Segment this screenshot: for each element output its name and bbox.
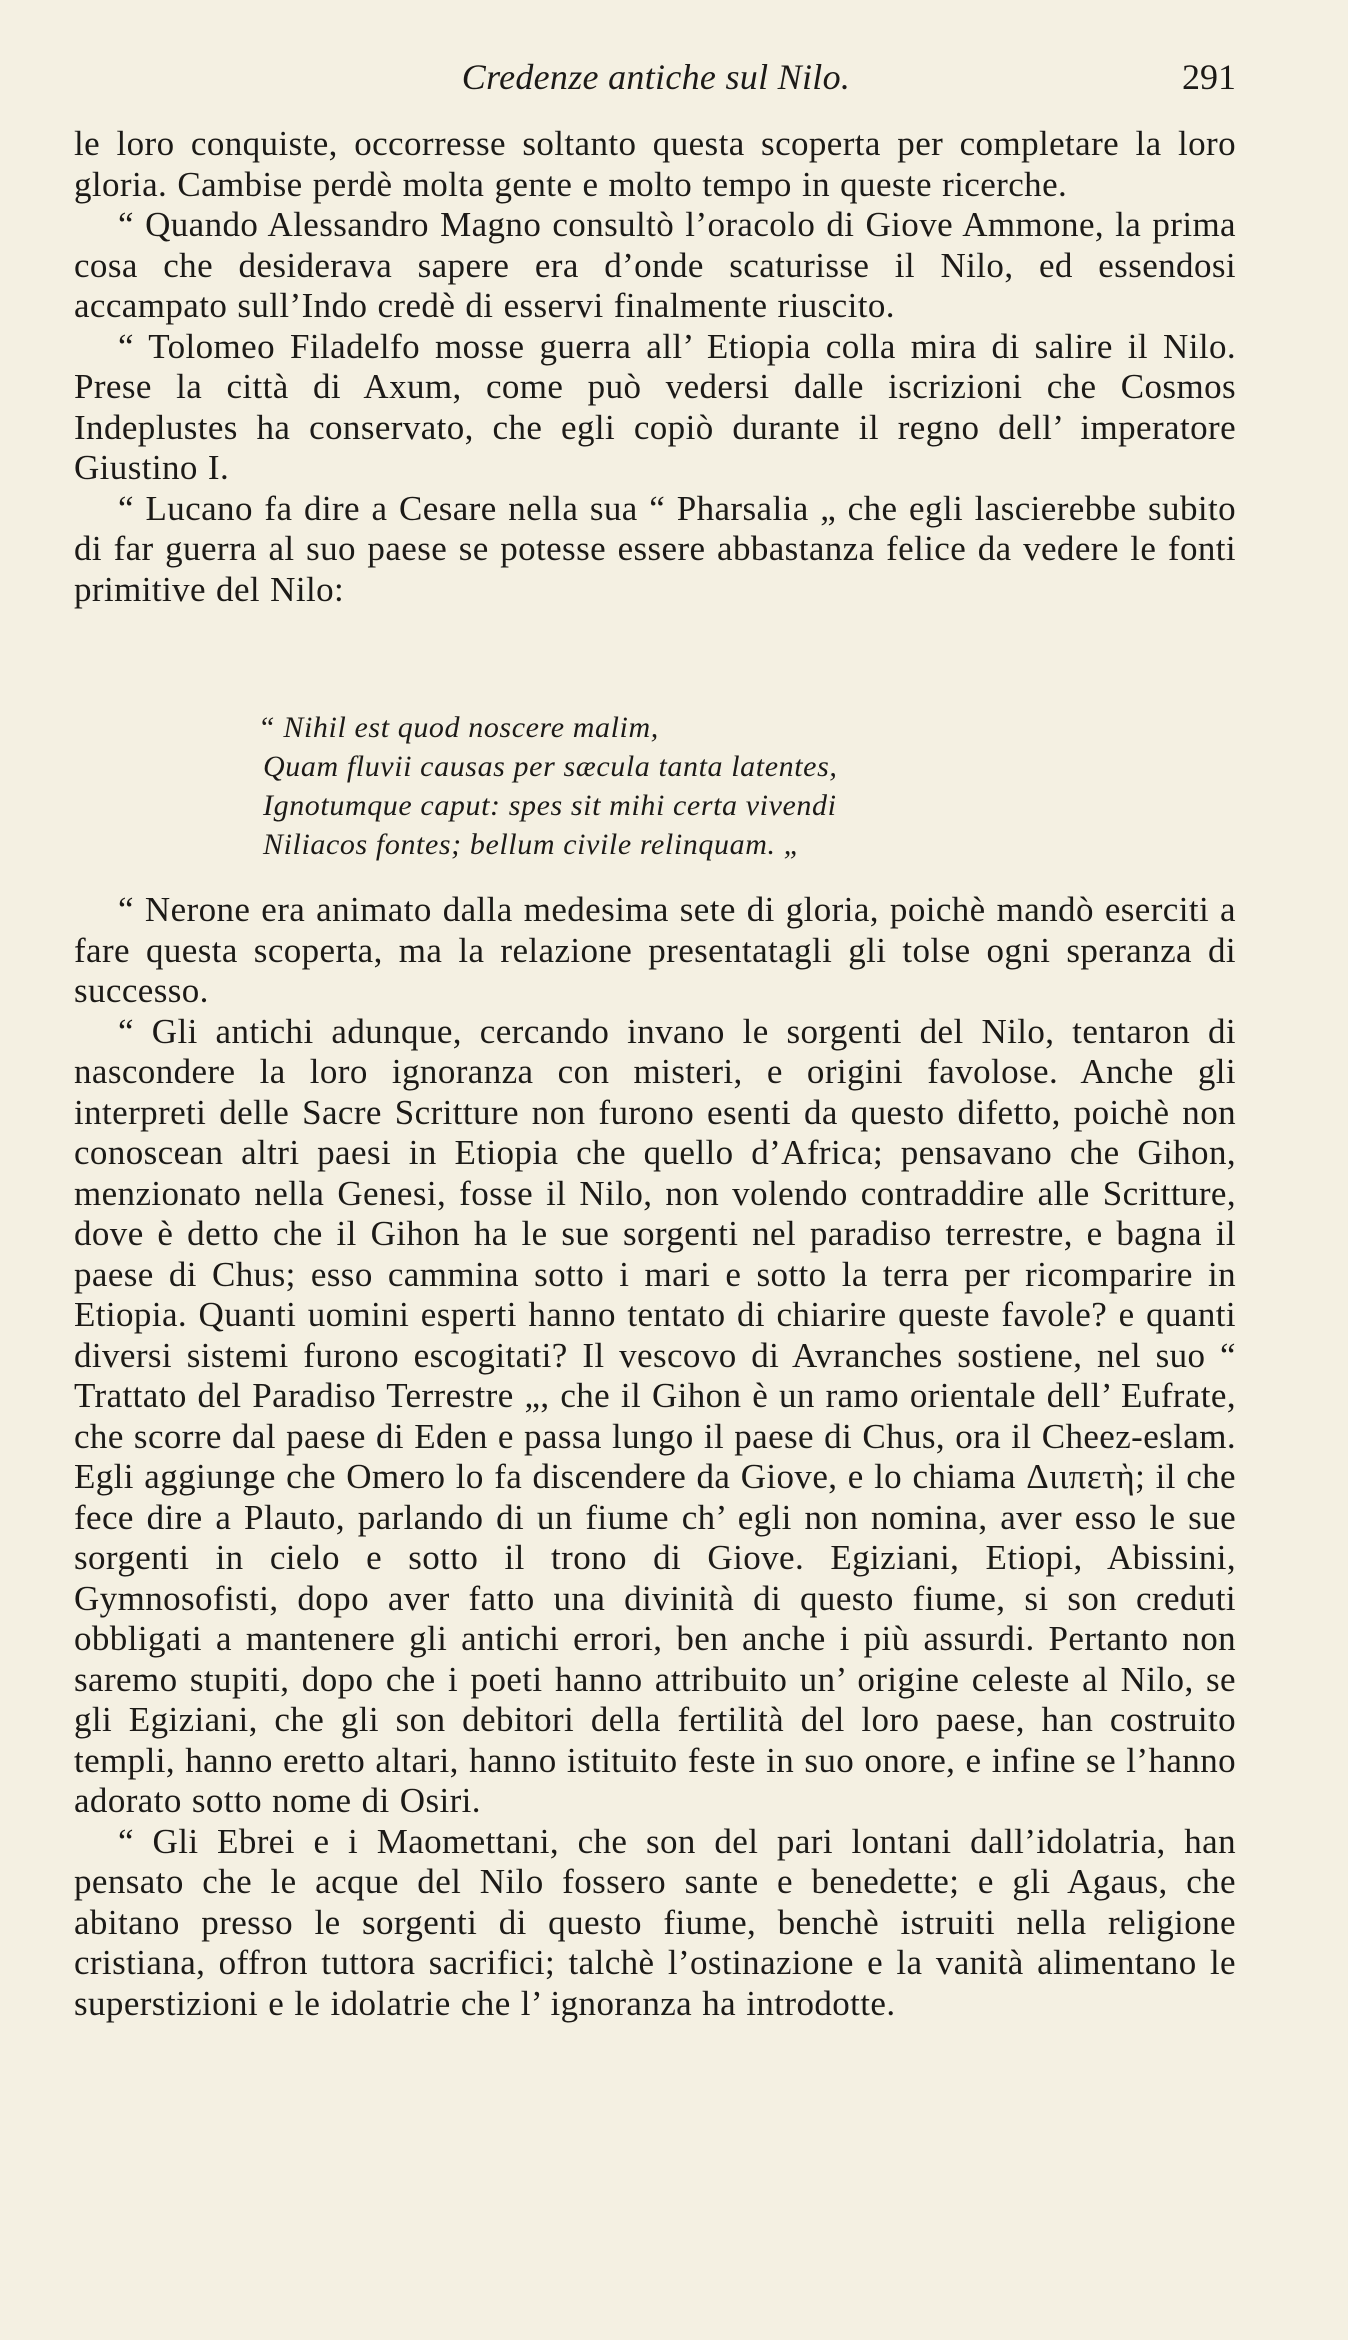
running-title: Credenze antiche sul Nilo. [461, 57, 851, 97]
paragraph-conquiste: le loro conquiste, occorresse soltanto questa scoperta per completare la loro gloria. Cambise perdè molta gente e molto tempo in queste ricerche. [74, 124, 1236, 204]
latin-verse-quotation [258, 708, 1118, 864]
text-block-after-verse [74, 890, 1236, 2024]
page-header [76, 52, 1236, 102]
paragraph-nerone: “ Nerone era animato dalla medesima sete di gloria, poichè mandò eserciti a fare questa scoperta, ma la relazione presentatagli gli tolse ogni speranza di successo. [74, 890, 1236, 1010]
paragraph-alessandro: “ Quando Alessandro Magno consultò l’oracolo di Giove Ammone, la prima cosa che desiderava sapere era d’onde scaturisse il Nilo, ed essendosi accampato sull’Indo credè di esservi finalmente riuscito. [74, 205, 1236, 325]
verse-line: Niliacos fontes; bellum civile relinquam. „ [263, 828, 801, 861]
verse-line: Ignotumque caput: spes sit mihi certa vivendi [263, 789, 837, 822]
verse-line: “ Nihil est quod noscere malim, [258, 711, 659, 744]
paragraph-ebrei: “ Gli Ebrei e i Maomettani, che son del pari lontani dall’idolatria, han pensato che le acque del Nilo fossero sante e benedette; e gli Agaus, che abitano presso le sorgenti di questo fiume, benchè istruiti nella religione cristiana, offron tuttora sacrifici; talchè l’ostinazione e la vanità alimentano le superstizioni e le idolatrie che l’ ignoranza ha introdotte. [74, 1821, 1236, 2023]
paragraph-lucano: “ Lucano fa dire a Cesare nella sua “ Pharsalia „ che egli lascierebbe subito di far guerra al suo paese se potesse essere abbastanza felice da vedere le fonti primitive del Nilo: [74, 488, 1236, 609]
paragraph-antichi: “ Gli antichi adunque, cercando invano le sorgenti del Nilo, tentaron di nascondere la loro ignoranza con misteri, e origini favolose. Anche gli interpreti delle Sacre Scritture non furono esenti da questo difetto, poichè non conoscean altri paesi in Etiopia che quello d’Africa; pensavano che Gihon, menzionato nella Genesi, fosse il Nilo, non volendo contraddire alle Scritture, dove è detto che il Gihon ha le sue sorgenti nel paradiso terrestre, e bagna il paese di Chus; esso cammina sotto i mari e sotto la terra per ricomparire in Etiopia. Quanti uomini esperti hanno tentato di chiarire queste favole? e quanti diversi sistemi furono escogitati? Il vescovo di Avranches sostiene, nel suo “ Trattato del Paradiso Terrestre „, che il Gihon è un ramo orientale dell’ Eufrate, che scorre dal paese di Eden e passa lungo il paese di Chus, ora il Cheez-eslam. Egli aggiunge che Omero lo fa discendere da Giove, e lo chiama Διιπετὴ; il che fece dire a Plauto, parlando di un fiume ch’ egli non nomina, aver esso le sue sorgenti in cielo e sotto il trono di Giove. Egiziani, Etiopi, Abissini, Gymnosofisti, dopo aver fatto una divinità di questo fiume, si son creduti obbligati a mantenere gli antichi errori, ben anche i più assurdi. Pertanto non saremo stupiti, dopo che i poeti hanno attribuito un’ origine celeste al Nilo, se gli Egiziani, che gli son debitori della fertilità del loro paese, han costruito templi, hanno eretto altari, hanno istituito feste in suo onore, e infine se l’hanno adorato sotto nome di Osiri. [74, 1011, 1236, 1820]
text-block-before-verse [74, 124, 1236, 610]
page-number: 291 [1182, 57, 1236, 97]
verse-line: Quam fluvii causas per sæcula tanta latentes, [263, 750, 838, 783]
paragraph-tolomeo: “ Tolomeo Filadelfo mosse guerra all’ Etiopia colla mira di salire il Nilo. Prese la città di Axum, come può vedersi dalle iscrizioni che Cosmos Indeplustes ha conservato, che egli copiò durante il regno dell’ imperatore Giustino I. [74, 326, 1236, 487]
